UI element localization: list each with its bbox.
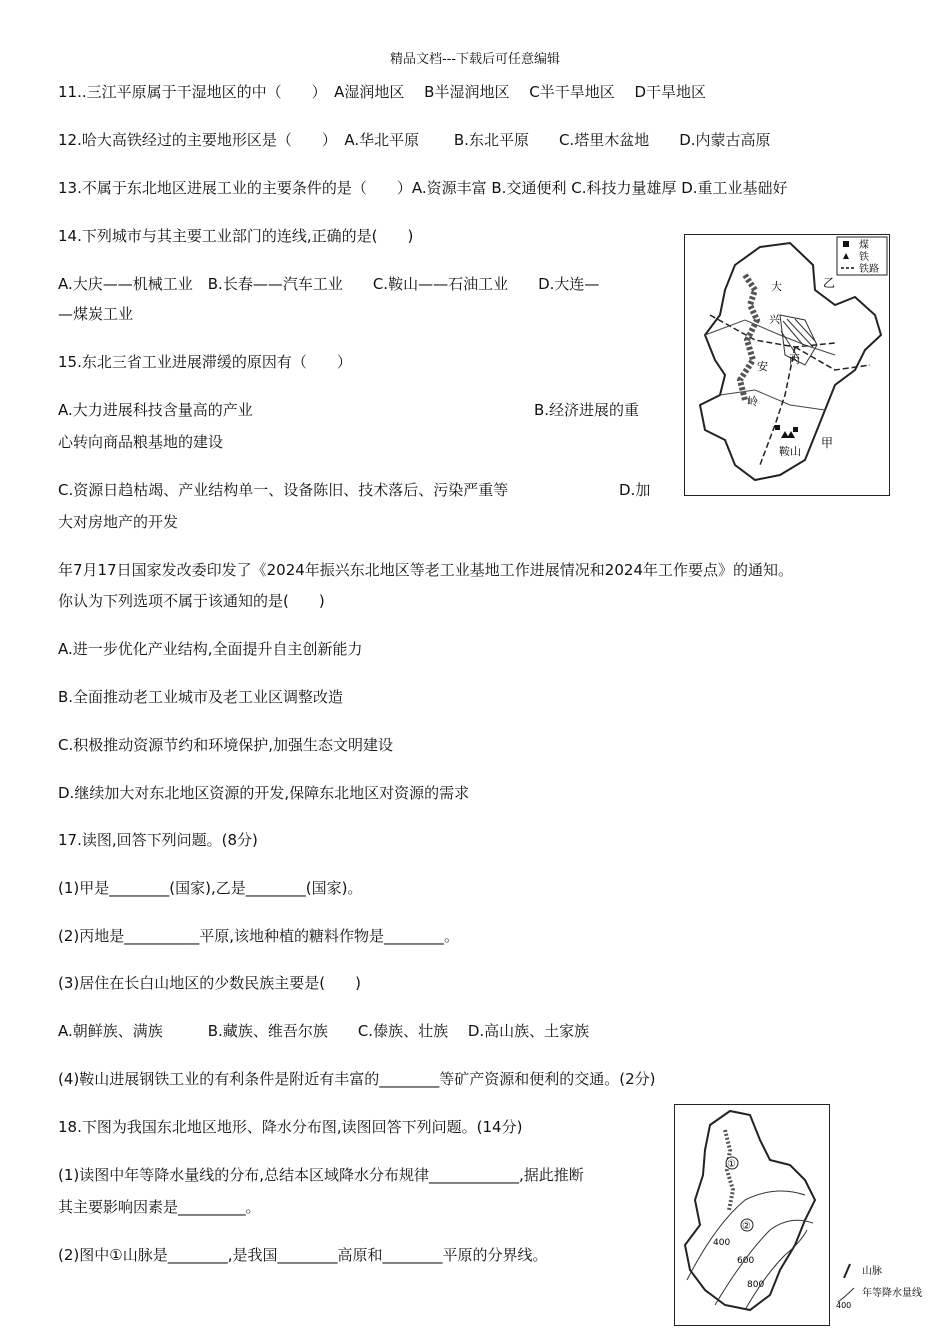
q18-stem: 18.下图为我国东北地区地形、降水分布图,读图回答下列问题。(14分) bbox=[58, 1118, 523, 1136]
legend-mountain: 山脉 bbox=[862, 1266, 882, 1277]
q18-2: (2)图中①山脉是________,是我国________高原和________平原的分界线。 bbox=[58, 1246, 548, 1264]
q16-option-d: D.继续加大对东北地区资源的开发,保障东北地区对资源的需求 bbox=[58, 784, 470, 802]
q13: 13.不属于东北地区进展工业的主要条件的是（ ）A.资源丰富 B.交通便利 C.科技力量雄厚 D.重工业基础好 bbox=[58, 179, 788, 197]
label-da: 大 bbox=[771, 280, 782, 293]
legend-iron: 铁 bbox=[859, 252, 869, 263]
legend-isohyet-value: 400 bbox=[836, 1301, 852, 1310]
q17-3-options: A.朝鲜族、满族 B.藏族、维吾尔族 C.傣族、壮族 D.高山族、土家族 bbox=[58, 1022, 590, 1040]
q11: 11..三江平原属于干湿地区的中（ ） A湿润地区 B半湿润地区 C半干旱地区 D干旱地区 bbox=[58, 83, 707, 101]
q15-stem: 15.东北三省工业进展滞缓的原因有（ ） bbox=[58, 353, 352, 371]
q14-options: A.大庆——机械工业 B.长春——汽车工业 C.鞍山——石油工业 D.大连— bbox=[58, 275, 600, 293]
q15-option-d-cont: 大对房地产的开发 bbox=[58, 513, 179, 531]
q15-option-b-cont: 心转向商品粮基地的建设 bbox=[58, 433, 224, 451]
isohyet-600: 600 bbox=[737, 1256, 755, 1266]
isohyet-400: 400 bbox=[713, 1238, 731, 1248]
q14-options-cont: —煤炭工业 bbox=[58, 305, 134, 323]
isohyet-800: 800 bbox=[747, 1280, 765, 1290]
q16-option-a: A.进一步优化产业结构,全面提升自主创新能力 bbox=[58, 640, 363, 658]
label-jia: 甲 bbox=[821, 436, 834, 450]
q14-stem: 14.下列城市与其主要工业部门的连线,正确的是( ) bbox=[58, 227, 414, 245]
label-ling: 岭 bbox=[747, 395, 758, 408]
label-bing: 丙 bbox=[789, 353, 800, 366]
label-xing: 兴 bbox=[769, 313, 780, 326]
q15-option-a: A.大力进展科技含量高的产业 bbox=[58, 401, 253, 419]
q17-stem: 17.读图,回答下列问题。(8分) bbox=[58, 831, 258, 849]
q17-1: (1)甲是________(国家),乙是________(国家)。 bbox=[58, 879, 363, 897]
label-yi: 乙 bbox=[823, 276, 836, 290]
legend-coal: 煤 bbox=[859, 240, 869, 251]
label-anshan: 鞍山 bbox=[779, 445, 801, 458]
q18-1: (1)读图中年等降水量线的分布,总结本区域降水分布规律____________,据此推断 bbox=[58, 1166, 584, 1184]
page-header: 精品文档---下载后可任意编辑 bbox=[389, 52, 561, 67]
q16-stem-2: 你认为下列选项不属于该通知的是( ) bbox=[58, 592, 325, 610]
northeast-industry-map bbox=[684, 234, 890, 496]
q17-2: (2)丙地是__________平原,该地种植的糖料作物是________。 bbox=[58, 927, 460, 945]
label-an: 安 bbox=[757, 360, 768, 373]
q15-option-c: C.资源日趋枯竭、产业结构单一、设备陈旧、技术落后、污染严重等 bbox=[58, 481, 509, 499]
legend-railway: 铁路 bbox=[859, 264, 879, 275]
legend-isohyet: 年等降水量线 bbox=[862, 1288, 922, 1299]
q12: 12.哈大高铁经过的主要地形区是（ ） A.华北平原 B.东北平原 C.塔里木盆地 D.内蒙古高原 bbox=[58, 131, 771, 149]
label-mountain-2: ② bbox=[742, 1221, 751, 1232]
q16-option-c: C.积极推动资源节约和环境保护,加强生态文明建设 bbox=[58, 736, 394, 754]
label-mountain-1: ① bbox=[727, 1159, 736, 1170]
q15-option-d: D.加 bbox=[619, 481, 651, 499]
q16-stem-1: 年7月17日国家发改委印发了《2024年振兴东北地区等老工业基地工作进展情况和2024年工作要点》的通知。 bbox=[58, 561, 793, 579]
q17-4: (4)鞍山进展钢铁工业的有利条件是附近有丰富的________等矿产资源和便利的交通。(2分) bbox=[58, 1070, 656, 1088]
map2-legend bbox=[836, 1258, 946, 1318]
q16-option-b: B.全面推动老工业城市及老工业区调整改造 bbox=[58, 688, 344, 706]
q17-3: (3)居住在长白山地区的少数民族主要是( ) bbox=[58, 974, 361, 992]
q18-1-cont: 其主要影响因素是_________。 bbox=[58, 1198, 261, 1216]
q15-option-b: B.经济进展的重 bbox=[534, 401, 640, 419]
terrain-precipitation-map bbox=[674, 1104, 830, 1326]
